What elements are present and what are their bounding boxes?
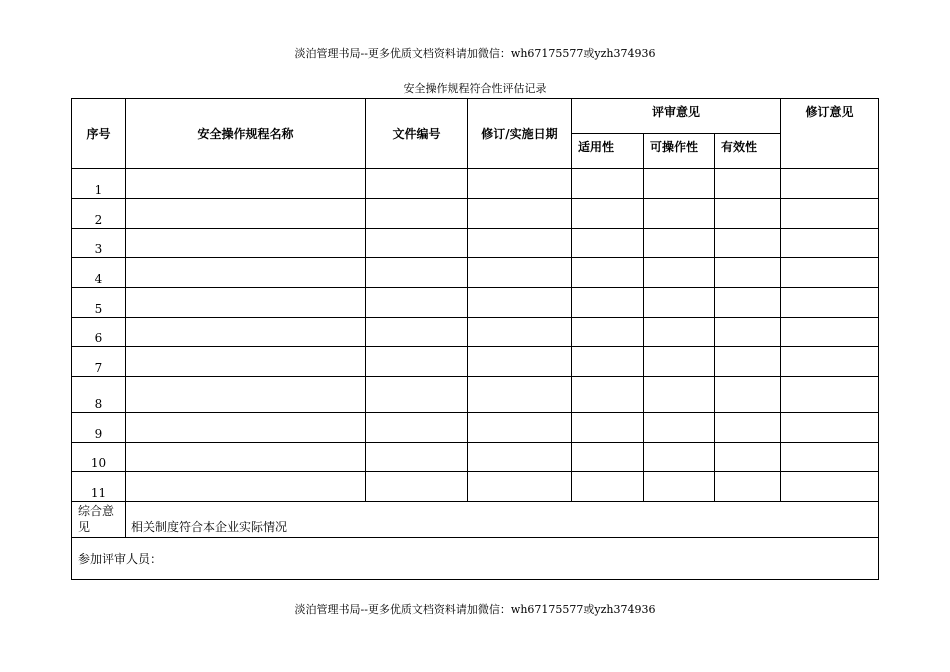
- table-cell: [644, 288, 715, 318]
- table-cell: [468, 413, 572, 443]
- row-number: 1: [72, 169, 126, 199]
- header-date: 修订/实施日期: [468, 99, 572, 169]
- table-cell: [572, 377, 644, 413]
- table-row: [72, 199, 879, 229]
- table-cell: [126, 288, 366, 318]
- table-cell: [715, 169, 781, 199]
- table-cell: [366, 199, 468, 229]
- table-row: [72, 169, 879, 199]
- table-cell: [126, 413, 366, 443]
- table-cell: [715, 413, 781, 443]
- table-cell: [644, 229, 715, 258]
- table-cell: [715, 443, 781, 472]
- table-cell: [644, 413, 715, 443]
- participants-label: 参加评审人员：: [72, 538, 879, 580]
- header-operability: 可操作性: [644, 134, 715, 169]
- table-cell: [644, 258, 715, 288]
- row-number: 9: [72, 413, 126, 443]
- summary-label: 综合意见: [72, 502, 126, 538]
- row-number: 11: [72, 472, 126, 502]
- table-cell: [781, 377, 879, 413]
- summary-text: 相关制度符合本企业实际情况: [126, 502, 879, 538]
- watermark-bottom: 淡泊管理书局--更多优质文档资料请加微信：wh67175577或yzh374936: [294, 603, 656, 616]
- table-row: [72, 377, 879, 413]
- table-cell: [715, 199, 781, 229]
- assessment-table: [71, 98, 879, 580]
- table-cell: [366, 318, 468, 347]
- table-cell: [468, 347, 572, 377]
- table-cell: [644, 443, 715, 472]
- table-cell: [644, 169, 715, 199]
- table-row: [72, 229, 879, 258]
- table-row: [72, 443, 879, 472]
- table-cell: [572, 199, 644, 229]
- table-cell: [468, 288, 572, 318]
- row-number: 3: [72, 229, 126, 258]
- table-cell: [572, 347, 644, 377]
- table-cell: [366, 229, 468, 258]
- table-cell: [781, 318, 879, 347]
- table-row: [72, 288, 879, 318]
- table-cell: [126, 377, 366, 413]
- table-row: [72, 413, 879, 443]
- row-number: 5: [72, 288, 126, 318]
- header-validity: 有效性: [715, 134, 781, 169]
- table-cell: [572, 443, 644, 472]
- table-cell: [126, 199, 366, 229]
- table-cell: [366, 472, 468, 502]
- header-revision: 修订意见: [781, 99, 879, 169]
- table-cell: [781, 288, 879, 318]
- table-cell: [644, 347, 715, 377]
- table-cell: [781, 472, 879, 502]
- table-cell: [715, 347, 781, 377]
- table-cell: [126, 169, 366, 199]
- table-cell: [366, 347, 468, 377]
- table-row: [72, 258, 879, 288]
- table-cell: [468, 472, 572, 502]
- row-number: 7: [72, 347, 126, 377]
- table-cell: [366, 413, 468, 443]
- document-title: 安全操作规程符合性评估记录: [403, 82, 547, 95]
- table-cell: [715, 377, 781, 413]
- table-cell: [715, 318, 781, 347]
- table-cell: [644, 472, 715, 502]
- header-review: 评审意见: [572, 99, 781, 134]
- watermark-top: 淡泊管理书局--更多优质文档资料请加微信：wh67175577或yzh374936: [294, 47, 656, 60]
- table-cell: [781, 258, 879, 288]
- table-cell: [366, 169, 468, 199]
- table-cell: [366, 377, 468, 413]
- table-cell: [366, 288, 468, 318]
- table-cell: [572, 288, 644, 318]
- table-cell: [468, 199, 572, 229]
- header-file-no: 文件编号: [366, 99, 468, 169]
- table-cell: [126, 472, 366, 502]
- table-cell: [126, 258, 366, 288]
- table-cell: [468, 169, 572, 199]
- header-name: 安全操作规程名称: [126, 99, 366, 169]
- table-cell: [715, 258, 781, 288]
- table-cell: [715, 472, 781, 502]
- table-cell: [468, 318, 572, 347]
- table-cell: [468, 377, 572, 413]
- table-cell: [644, 377, 715, 413]
- table-cell: [366, 258, 468, 288]
- table-cell: [715, 288, 781, 318]
- table-cell: [781, 229, 879, 258]
- table-row: [72, 472, 879, 502]
- table-cell: [572, 472, 644, 502]
- table-cell: [572, 318, 644, 347]
- table-cell: [468, 443, 572, 472]
- table-cell: [126, 347, 366, 377]
- table-cell: [468, 229, 572, 258]
- table-cell: [781, 199, 879, 229]
- table-cell: [572, 229, 644, 258]
- row-number: 8: [72, 377, 126, 413]
- table-cell: [572, 258, 644, 288]
- table-cell: [781, 413, 879, 443]
- table-cell: [781, 443, 879, 472]
- table-row: [72, 347, 879, 377]
- table-cell: [366, 443, 468, 472]
- table-cell: [126, 229, 366, 258]
- row-number: 4: [72, 258, 126, 288]
- table-cell: [781, 169, 879, 199]
- table-cell: [126, 318, 366, 347]
- row-number: 2: [72, 199, 126, 229]
- table-cell: [715, 229, 781, 258]
- row-number: 6: [72, 318, 126, 347]
- table-cell: [644, 318, 715, 347]
- table-cell: [781, 347, 879, 377]
- table-cell: [468, 258, 572, 288]
- row-number: 10: [72, 443, 126, 472]
- table-row: [72, 318, 879, 347]
- header-seq: 序号: [72, 99, 126, 169]
- table-cell: [644, 199, 715, 229]
- table-cell: [572, 169, 644, 199]
- table-cell: [126, 443, 366, 472]
- table-cell: [572, 413, 644, 443]
- header-applicability: 适用性: [572, 134, 644, 169]
